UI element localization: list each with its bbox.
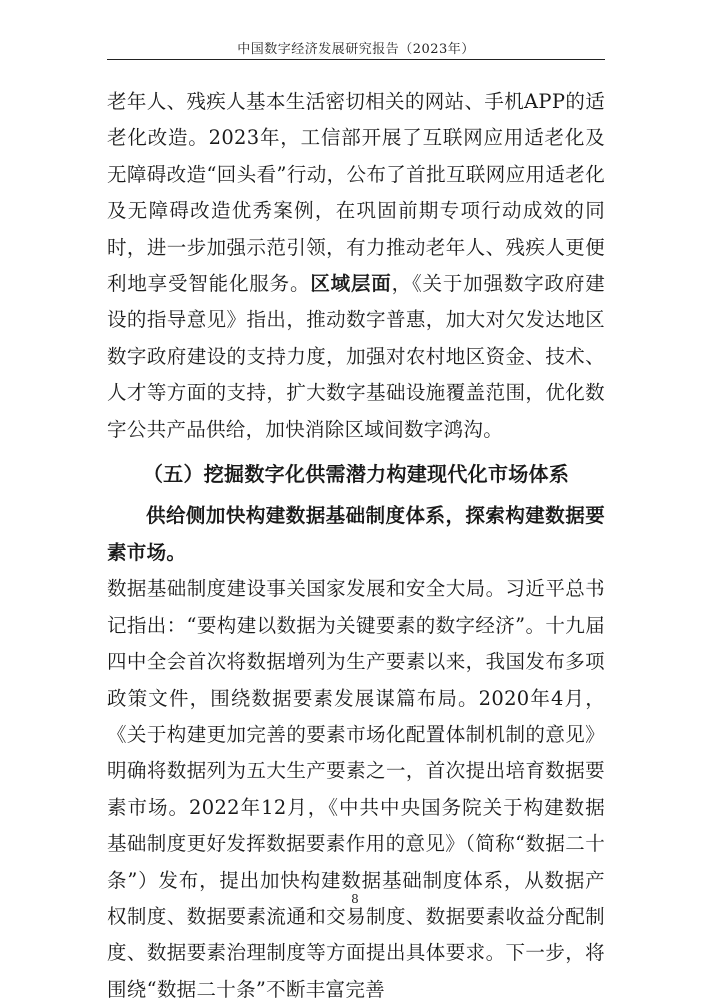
header-rule (107, 59, 605, 60)
page-number: 8 (351, 892, 359, 906)
paragraph-text: ，《关于加强数字政府建设的指导意见》指出，推动数字普惠，加大对欠发达地区数字政府建设的支持力度，加强对农村地区资金、技术、人才等方面的支持，扩大数字基础设施覆盖范围，优化数字公共产品供给，加快消除区域间数字鸿沟。 (107, 272, 605, 441)
emphasis-regional-level: 区域层面 (310, 272, 392, 296)
paragraph-data-system: 数据基础制度建设事关国家发展和安全大局。习近平总书记指出：“要构建以数据为关键要素的数字经济”。十九届四中全会首次将数据增列为生产要素以来，我国发布多项政策文件，围绕数据要素发展谋篇布局。2020年4月，《关于构建更加完善的要素市场化配置体制机制的意见》明确将数据列为五大生产要素之一，首次提出培育数据要素市场。2022年12月，《中共中央国务院关于构建数据基础制度更好发挥数据要素作用的意见》（简称“数据二十条”）发布，提出加快构建数据基础制度体系，从数据产权制度、数据要素流通和交易制度、数据要素收益分配制度、数据要素治理制度等方面提出具体要求。下一步，将围绕“数据二十条”不断丰富完善 (107, 577, 605, 1001)
paragraph-accessibility (107, 84, 605, 448)
paragraph-text: 老年人、残疾人基本生活密切相关的网站、手机APP的适老化改造。2023年，工信部开展了互联网应用适老化及无障碍改造“回头看”行动，公布了首批互联网应用适老化及无障碍改造优秀案例，在巩固前期专项行动成效的同时，进一步加强示范引领，有力推动老年人、残疾人更便利地享受智能化服务。 (107, 90, 605, 296)
section-title: （五）挖掘数字化供需潜力构建现代化市场体系 (142, 462, 570, 487)
body-text (107, 84, 605, 1008)
running-header: 中国数字经济发展研究报告（2023年） (237, 42, 475, 57)
paragraph-lead-sentence: 供给侧加快构建数据基础制度体系，探索构建数据要素市场。 (107, 504, 605, 564)
